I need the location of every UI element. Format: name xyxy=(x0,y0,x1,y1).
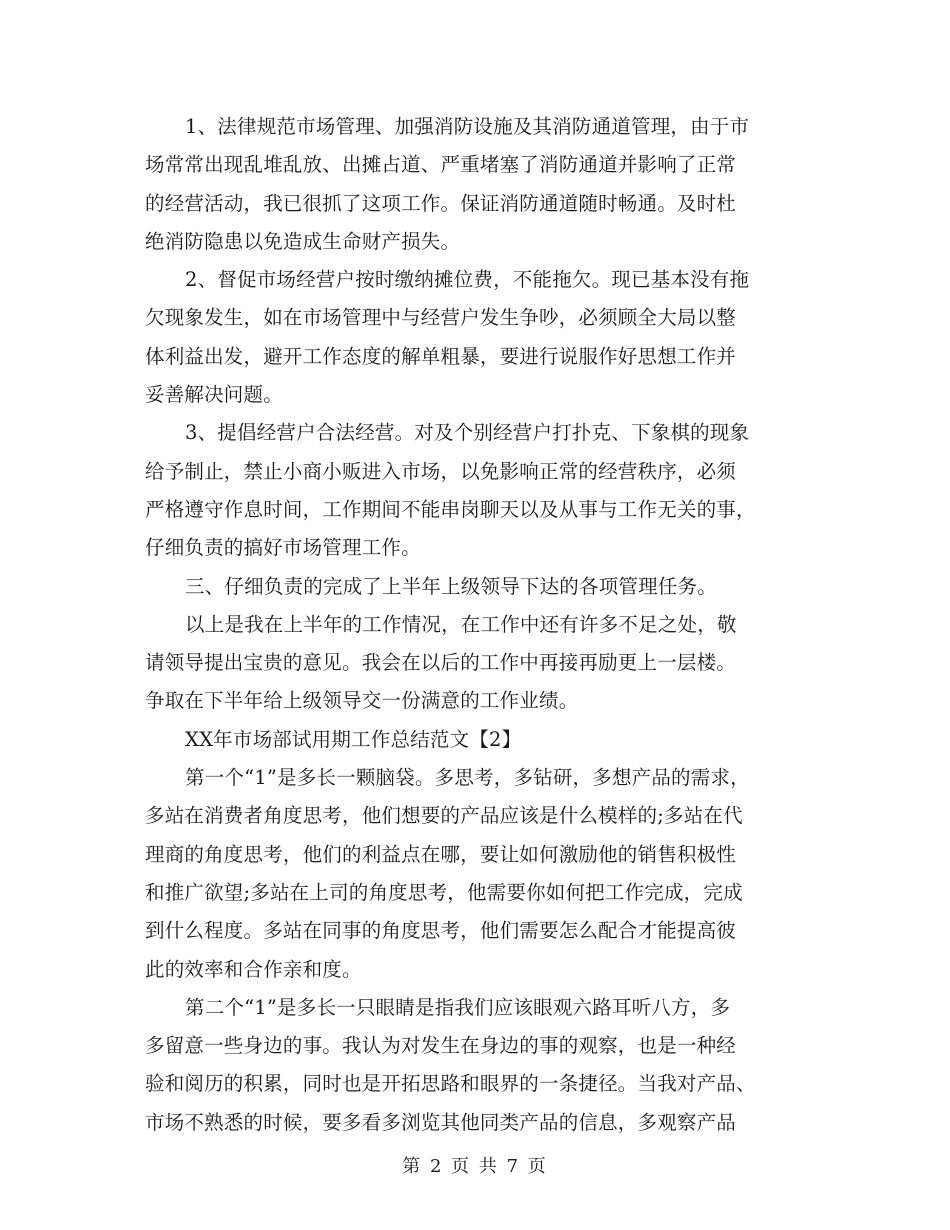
paragraph-line: 多留意一些身边的事。我认为对发生在身边的事的观察，也是一种经 xyxy=(145,1034,737,1058)
document-body xyxy=(145,108,825,1142)
paragraph-line: 以上是我在上半年的工作情况，在工作中还有许多不足之处，敬 xyxy=(185,612,737,636)
paragraph-line: 给予制止，禁止小商小贩进入市场，以免影响正常的经营秩序，必须 xyxy=(145,459,737,483)
paragraph-line: 场常常出现乱堆乱放、出摊占道、严重堵塞了消防通道并影响了正常 xyxy=(145,153,737,177)
paragraph-line: 仔细负责的搞好市场管理工作。 xyxy=(145,536,421,560)
paragraph-line: 3、提倡经营户合法经营。对及个别经营户打扑克、下象棋的现象 xyxy=(185,421,750,445)
page-footer: 第 2 页 共 7 页 xyxy=(402,1156,548,1177)
paragraph-line: 严格遵守作息时间，工作期间不能串岗聊天以及从事与工作无关的事， xyxy=(145,497,756,521)
paragraph-line: 绝消防隐患以免造成生命财产损失。 xyxy=(145,229,461,253)
paragraph-line: 妥善解决问题。 xyxy=(145,383,283,407)
paragraph-line: 第二个“1”是多长一只眼睛是指我们应该眼观六路耳听八方，多 xyxy=(185,995,731,1019)
paragraph-line: 2、督促市场经营户按时缴纳摊位费，不能拖欠。现已基本没有拖 xyxy=(185,268,750,292)
paragraph-line: 第一个“1”是多长一颗脑袋。多思考，多钻研，多想产品的需求， xyxy=(185,766,750,790)
paragraph-line: 的经营活动，我已很抓了这项工作。保证消防通道随时畅通。及时杜 xyxy=(145,191,737,215)
paragraph-line: 请领导提出宝贵的意见。我会在以后的工作中再接再励更上一层楼。 xyxy=(145,651,737,675)
paragraph-line: 市场不熟悉的时候，要多看多浏览其他同类产品的信息，多观察产品 xyxy=(145,1110,737,1134)
paragraph-line: 体利益出发，避开工作态度的解单粗暴，要进行说服作好思想工作并 xyxy=(145,344,737,368)
section-heading: XX年市场部试用期工作总结范文【2】 xyxy=(185,727,522,751)
paragraph-line: 到什么程度。多站在同事的角度思考，他们需要怎么配合才能提高彼 xyxy=(145,919,737,943)
paragraph-line: 1、法律规范市场管理、加强消防设施及其消防通道管理，由于市 xyxy=(185,115,750,138)
paragraph-line: 验和阅历的积累，同时也是开拓思路和眼界的一条捷径。当我对产品、 xyxy=(145,1072,756,1096)
paragraph-line: 和推广欲望;多站在上司的角度思考，他需要你如何把工作完成，完成 xyxy=(145,880,743,904)
paragraph-line: 理商的角度思考，他们的利益点在哪，要让如何激励他的销售积极性 xyxy=(145,842,737,866)
paragraph-line: 多站在消费者角度思考，他们想要的产品应该是什么模样的;多站在代 xyxy=(145,804,743,828)
paragraph-line: 此的效率和合作亲和度。 xyxy=(145,957,362,981)
paragraph-line: 争取在下半年给上级领导交一份满意的工作业绩。 xyxy=(145,689,579,713)
paragraph-line: 三、仔细负责的完成了上半年上级领导下达的各项管理任务。 xyxy=(185,574,717,598)
paragraph-line: 欠现象发生，如在市场管理中与经营户发生争吵，必须顾全大局以整 xyxy=(145,306,737,330)
